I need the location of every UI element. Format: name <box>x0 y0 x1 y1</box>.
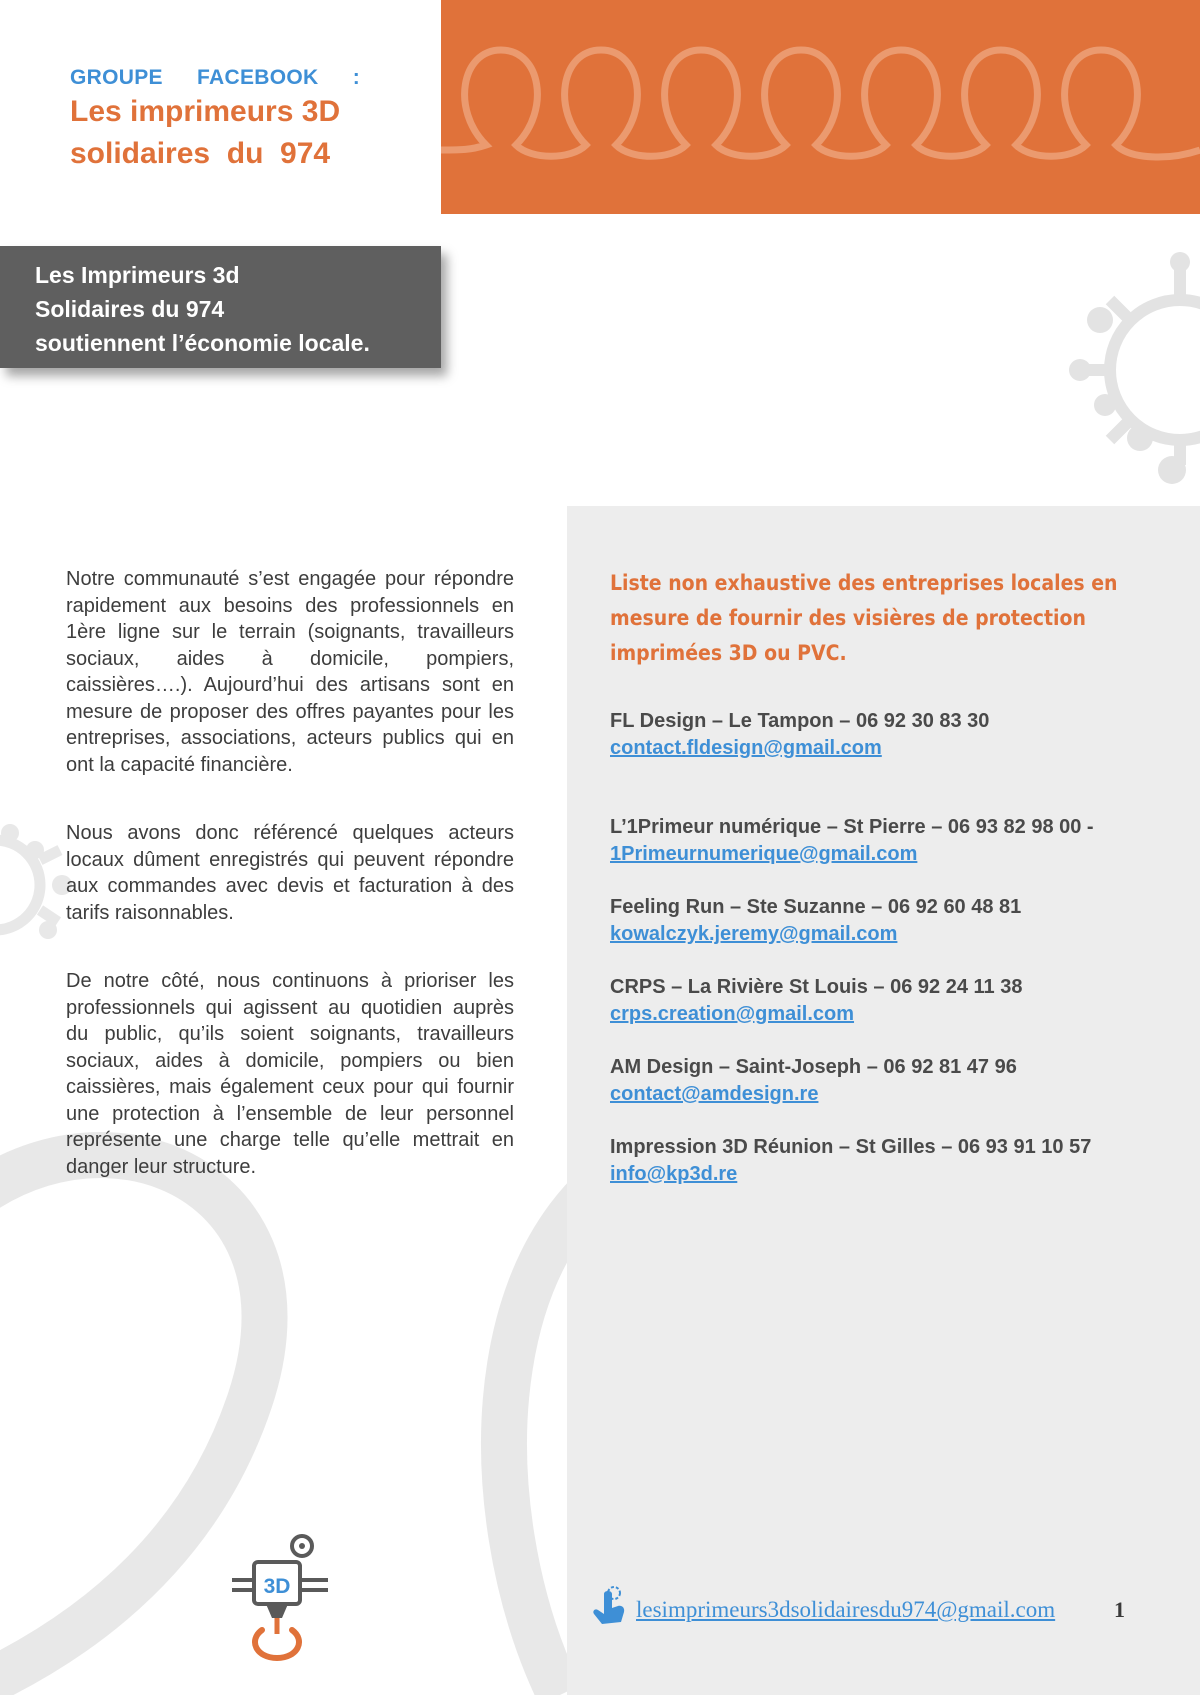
companies-list-heading: Liste non exhaustive des entreprises locales en mesure de fournir des visières de protection imprimées 3D ou PVC. <box>610 571 1118 665</box>
group-title <box>70 66 360 174</box>
kicker-colon: : <box>352 66 360 89</box>
3d-printer-heart-icon <box>230 1532 330 1662</box>
company-details: FL Design – Le Tampon – 06 92 30 83 30 <box>610 710 990 732</box>
pointing-hand-icon <box>590 1586 628 1626</box>
company-email-link[interactable]: info@kp3d.re <box>610 1163 738 1185</box>
intro-text <box>66 566 514 1222</box>
company-email-link[interactable]: contact.fldesign@gmail.com <box>610 737 882 759</box>
intro-paragraph-1: Notre communauté s’est engagée pour répondre rapidement aux besoins des professionnels en 1ère ligne sur le terrain (soignants, travailleurs sociaux, aides à domicile, pompiers, caissières….). Aujourd’hui des artisans sont en mesure de proposer des offres payantes pour les entreprises, associations, acteurs publics qui en ont la capacité financière. <box>66 568 514 776</box>
intro-paragraph-2: Nous avons donc référencé quelques acteurs locaux dûment enregistrés qui peuvent répondre aux commandes avec devis et facturation à des tarifs raisonnables. <box>66 822 514 924</box>
group-name-line2: solidaires du 974 <box>70 137 331 170</box>
footer-email-link[interactable]: lesimprimeurs3dsolidairesdu974@gmail.com <box>636 1597 1056 1622</box>
company-item <box>610 894 1170 948</box>
companies-list <box>610 708 1170 1214</box>
company-details: CRPS – La Rivière St Louis – 06 92 24 11 38 <box>610 976 1023 998</box>
company-item <box>610 814 1170 868</box>
highlight-line1: Les Imprimeurs 3d <box>35 262 240 288</box>
highlight-line3: soutiennent l’économie locale. <box>35 330 370 356</box>
orange-header-banner <box>441 0 1200 214</box>
kicker-groupe: GROUPE <box>70 66 163 89</box>
company-details: L’1Primeur numérique – St Pierre – 06 93 82 98 00 - <box>610 816 1094 838</box>
company-item <box>610 974 1170 1028</box>
logo-3d-text: 3D <box>263 1575 291 1598</box>
highlight-box <box>0 246 441 368</box>
company-item <box>610 1054 1170 1108</box>
company-email-link[interactable]: kowalczyk.jeremy@gmail.com <box>610 923 898 945</box>
company-details: Impression 3D Réunion – St Gilles – 06 93 91 10 57 <box>610 1136 1092 1158</box>
company-details: Feeling Run – Ste Suzanne – 06 92 60 48 81 <box>610 896 1022 918</box>
intro-paragraph-3: De notre côté, nous continuons à prioriser les professionnels qui agissent au quotidien auprès du public, qu’ils soient soignants, travailleurs sociaux, aides à domicile, pompiers ou bien caissières, mais également ceux pour qui fournir une protection à l’ensemble de leur personnel représente une charge telle qu’elle mettrait en danger leur structure. <box>66 970 514 1178</box>
loop-pattern <box>441 0 1200 214</box>
kicker-facebook: FACEBOOK <box>197 66 319 89</box>
page-number: 1 <box>1114 1597 1125 1622</box>
company-item <box>610 708 1170 762</box>
company-email-link[interactable]: contact@amdesign.re <box>610 1083 819 1105</box>
company-item <box>610 1134 1170 1188</box>
facebook-group-kicker <box>70 66 360 90</box>
highlight-line2: Solidaires du 974 <box>35 296 225 322</box>
company-email-link[interactable]: crps.creation@gmail.com <box>610 1003 855 1025</box>
company-email-link[interactable]: 1Primeurnumerique@gmail.com <box>610 843 918 865</box>
group-name-line1: Les imprimeurs 3D <box>70 95 341 128</box>
company-details: AM Design – Saint-Joseph – 06 92 81 47 96 <box>610 1056 1017 1078</box>
